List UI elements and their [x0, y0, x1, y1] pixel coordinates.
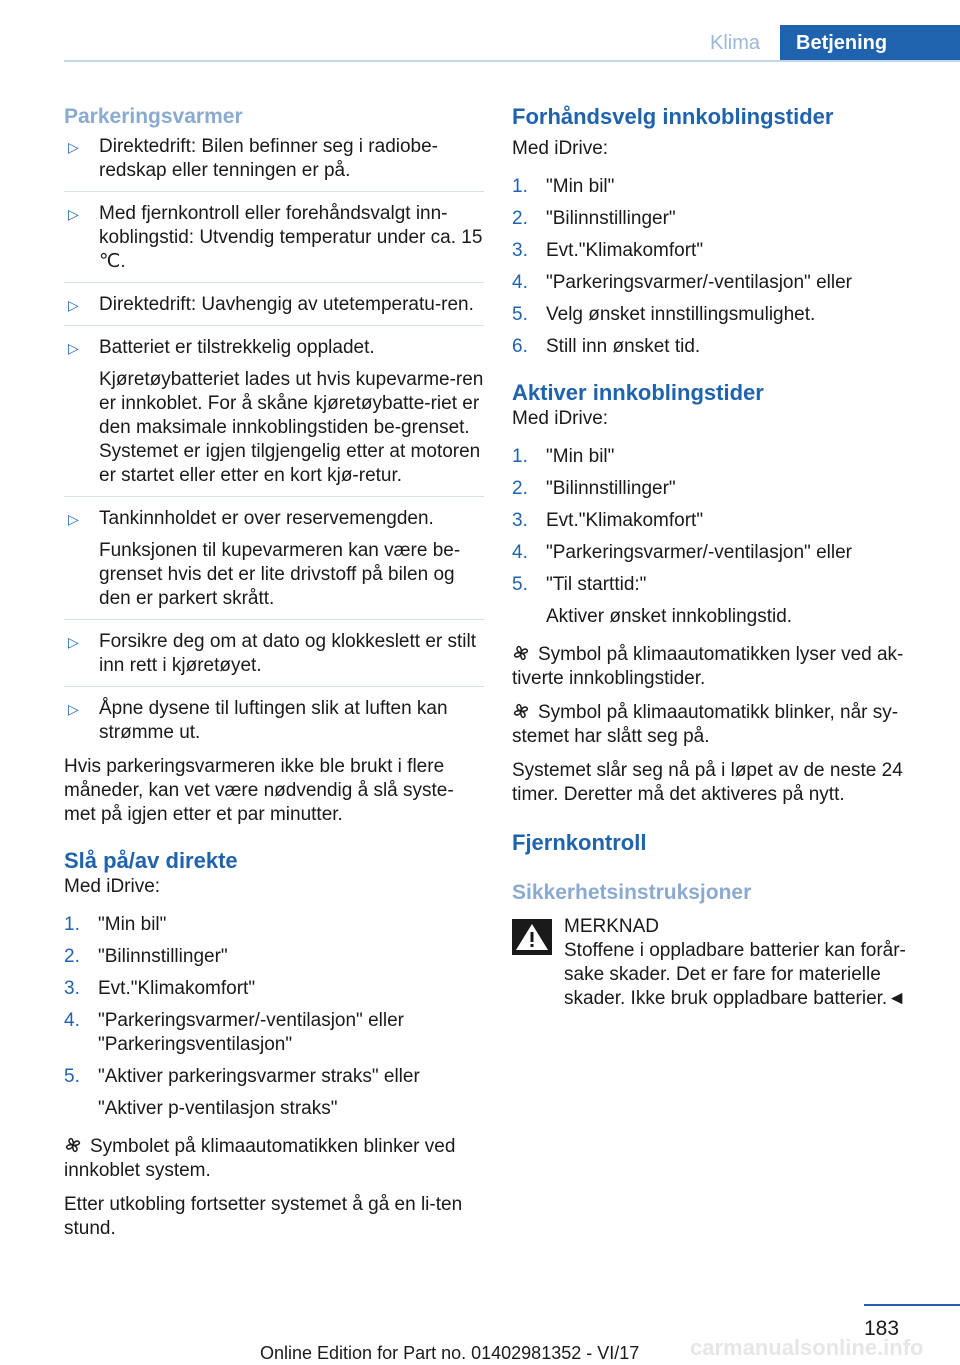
- heading-sikkerhetsinstruksjoner: Sikkerhetsinstruksjoner: [512, 881, 752, 904]
- heading-fjernkontroll: Fjernkontroll: [512, 830, 647, 855]
- steps-list: [512, 445, 932, 629]
- list-item: 6. Still inn ønsket tid.: [512, 336, 701, 357]
- list-item: ▷ Batteriet er tilstrekkelig oppladet. Kjøretøybatteriet lades ut hvis kupevarme-ren er innkoblet. For å skåne kjøretøybatte-riet er den maksimale innkoblingstiden be-grenset. Systemet er igjen tilgjengelig etter at motoren er startet eller etter en kort kjø-retur.: [64, 336, 484, 497]
- list-item: 2. "Bilinnstillinger": [512, 208, 676, 229]
- list-item: ▷ Tankinnholdet er over reservemengden. Funksjonen til kupevarmeren kan være be-grenset hvis det er lite drivstoff på bilen og den er parkert skrått.: [64, 507, 484, 620]
- fan-icon: [512, 702, 530, 720]
- triangle-bullet-icon: ▷: [68, 297, 79, 313]
- page-number: 183: [864, 1317, 900, 1340]
- right-column: [512, 103, 932, 1011]
- fan-icon: [512, 644, 530, 662]
- list-item: 1. "Min bil": [512, 446, 615, 467]
- heading-sla-pa-av: Slå på/av direkte: [64, 848, 238, 873]
- tab-klima[interactable]: Klima: [709, 32, 760, 54]
- requirements-list: [64, 135, 484, 745]
- list-item: 4. "Parkeringsvarmer/-ventilasjon" eller: [512, 272, 852, 293]
- list-item: 3. Evt."Klimakomfort": [64, 978, 256, 999]
- list-item: 4. "Parkeringsvarmer/-ventilasjon" eller: [512, 542, 852, 563]
- triangle-bullet-icon: ▷: [68, 206, 79, 222]
- list-item: 1. "Min bil": [64, 914, 167, 935]
- left-column: [64, 103, 484, 1251]
- paragraph-hvis: Hvis parkeringsvarmeren ikke ble brukt i flere måneder, kan vet være nødvendig å slå syste-met på igjen etter et par minutter.: [64, 756, 454, 825]
- list-item: 3. Evt."Klimakomfort": [512, 240, 704, 261]
- list-item: 4. "Parkeringsvarmer/-ventilasjon" eller "Parkeringsventilasjon": [64, 1010, 404, 1055]
- header-tabs: [696, 25, 960, 61]
- footer-watermark: carmanualsonline.info: [690, 1335, 924, 1360]
- symbol-blinker-note: Symbolet på klimaautomatikken blinker ved innkoblet system.: [64, 1136, 456, 1181]
- warning-title: MERKNAD: [564, 916, 660, 937]
- med-idrive-label: Med iDrive:: [512, 138, 609, 159]
- list-item: 2. "Bilinnstillinger": [64, 946, 228, 967]
- list-item: ▷ Forsikre deg om at dato og klokkeslett er stilt inn rett i kjøretøyet.: [64, 630, 484, 687]
- fan-icon: [64, 1136, 82, 1154]
- tab-betjening[interactable]: Betjening: [780, 25, 960, 61]
- triangle-bullet-icon: ▷: [68, 701, 79, 717]
- list-item: ▷ Åpne dysene til luftingen slik at luften kan strømme ut.: [68, 698, 448, 743]
- list-item: 5. "Aktiver parkeringsvarmer straks" eller "Aktiver p-ventilasjon straks": [64, 1066, 420, 1119]
- symbol-blinker-note: Symbol på klimaautomatikk blinker, når sy-stemet har slått seg på.: [512, 702, 899, 747]
- paragraph-etter: Etter utkobling fortsetter systemet å gå en li-ten stund.: [64, 1194, 463, 1239]
- paragraph-systemet: Systemet slår seg nå på i løpet av de neste 24 timer. Deretter må det aktiveres på nytt.: [512, 760, 903, 805]
- list-item: ▷ Direktedrift: Uavhengig av utetemperatu-ren.: [64, 293, 484, 326]
- heading-parkeringsvarmer: Parkeringsvarmer: [64, 105, 243, 128]
- list-item: 2. "Bilinnstillinger": [512, 478, 676, 499]
- warning-block: [512, 915, 932, 1011]
- steps-list: [512, 175, 932, 359]
- list-item-detail: Funksjonen til kupevarmeren kan være be-grenset hvis det er lite drivstoff på bilen og den er parkert skrått.: [99, 540, 461, 609]
- list-item: 5. "Til starttid:" Aktiver ønsket innkoblingstid.: [512, 574, 793, 627]
- list-item: ▷ Med fjernkontroll eller forehåndsvalgt inn-koblingstid: Utvendig temperatur under ca. 15 ℃.: [64, 202, 484, 283]
- warning-text: Stoffene i oppladbare batterier kan forår-sake skader. Det er fare for materielle skader. Ikke bruk oppladbare batterier.◄: [564, 940, 906, 1009]
- footer-divider: [864, 1304, 960, 1306]
- list-item: 5. Velg ønsket innstillingsmulighet.: [512, 304, 816, 325]
- list-item-detail: Kjøretøybatteriet lades ut hvis kupevarme-ren er innkoblet. For å skåne kjøretøybatte-riet er den maksimale innkoblingstiden be-grenset. Systemet er igjen tilgjengelig etter at motoren er startet eller etter en kort kjø-retur.: [99, 369, 484, 486]
- symbol-lyser-note: Symbol på klimaautomatikken lyser ved ak-tiverte innkoblingstider.: [512, 644, 904, 689]
- warning-icon: [512, 919, 552, 955]
- triangle-bullet-icon: ▷: [68, 511, 79, 527]
- list-item: 1. "Min bil": [512, 176, 615, 197]
- triangle-bullet-icon: ▷: [68, 139, 79, 155]
- header-divider: [64, 60, 960, 62]
- med-idrive-label: Med iDrive:: [512, 408, 609, 429]
- footer-edition: Online Edition for Part no. 01402981352 - VI/17: [260, 1343, 640, 1363]
- heading-aktiver: Aktiver innkoblingstider: [512, 380, 764, 405]
- triangle-bullet-icon: ▷: [68, 634, 79, 650]
- triangle-bullet-icon: ▷: [68, 340, 79, 356]
- list-item: ▷ Direktedrift: Bilen befinner seg i radiobe-redskap eller tenningen er på.: [64, 135, 484, 192]
- heading-forhandsvelg: Forhåndsvelg innkoblingstider: [512, 104, 834, 129]
- steps-list: [64, 913, 484, 1121]
- med-idrive-label: Med iDrive:: [64, 876, 161, 897]
- list-item: 3. Evt."Klimakomfort": [512, 510, 704, 531]
